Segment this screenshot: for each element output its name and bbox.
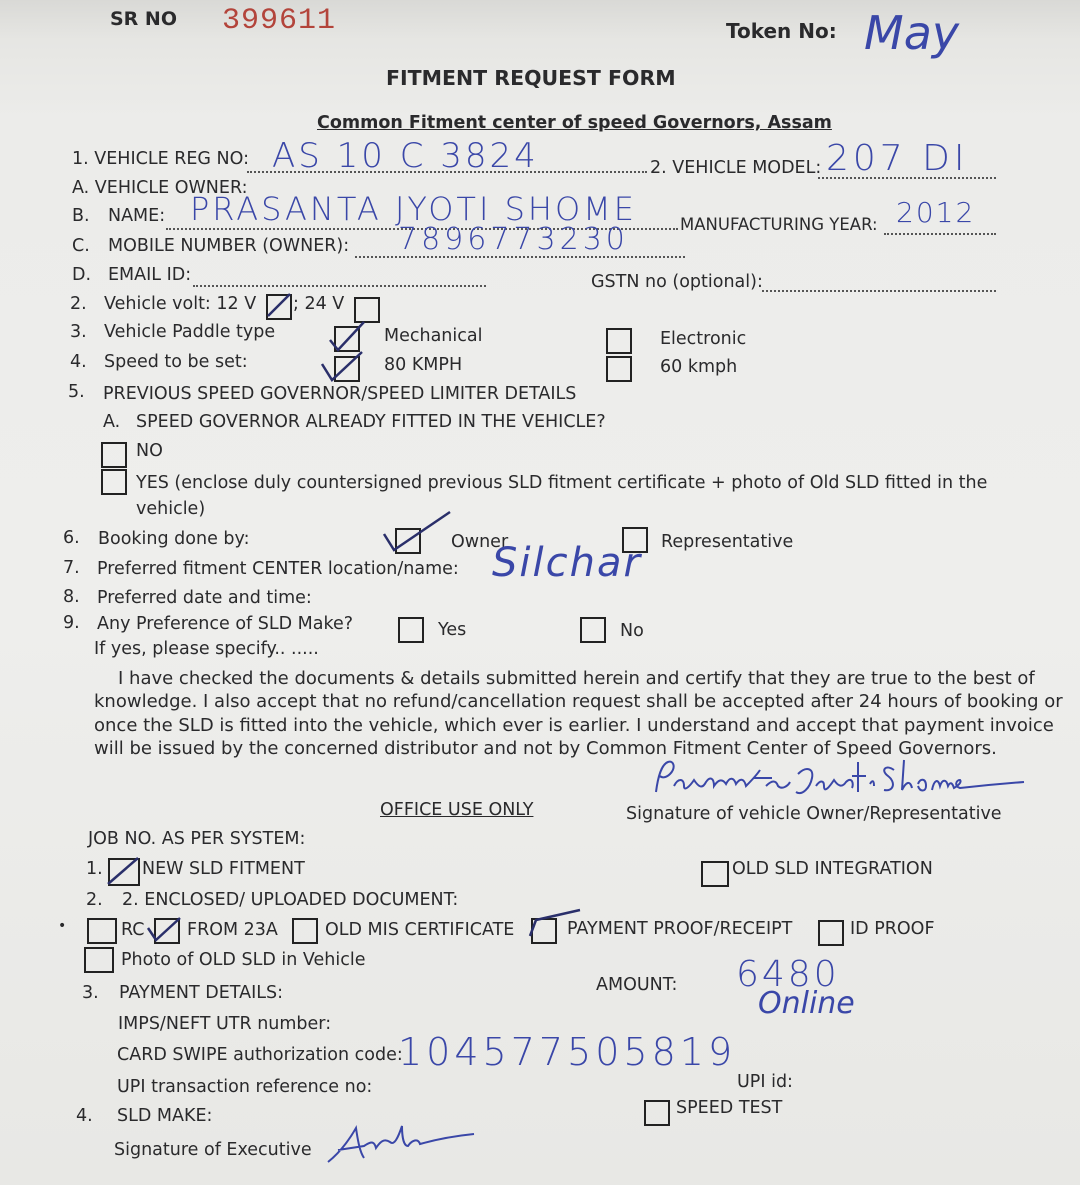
amount-mode: Online <box>758 986 855 1021</box>
paddle-label: Vehicle Paddle type <box>104 322 276 342</box>
prev-a-letter: A. <box>103 412 121 432</box>
make-no-label: No <box>620 621 644 641</box>
speed-num: 4. <box>70 352 87 372</box>
name-prefix: B. <box>72 206 90 226</box>
mobile-prefix: C. <box>72 236 90 256</box>
reg-no-value: AS 10 C 3824 <box>272 136 539 176</box>
prev-num: 5. <box>68 382 85 402</box>
paddle-num: 3. <box>70 322 87 342</box>
executive-signature <box>324 1118 480 1166</box>
sld-make-label: SLD MAKE: <box>117 1106 213 1126</box>
enclosed-num: 2. <box>86 890 103 910</box>
make-yes-label: Yes <box>438 620 467 640</box>
prev-yes-label: YES (enclose duly countersigned previous SLD fitment certificate + photo of Old SLD fitted in the <box>136 473 988 493</box>
job-no-label: JOB NO. AS PER SYSTEM: <box>88 829 306 849</box>
prev-no-checkbox[interactable] <box>101 442 127 468</box>
prev-yes-label-cont: vehicle) <box>136 499 206 519</box>
volt-label: Vehicle volt: 12 V <box>104 294 257 314</box>
payment-num: 3. <box>82 983 99 1003</box>
center-value: Silchar <box>492 540 642 586</box>
paddle-electronic-checkbox[interactable] <box>606 328 632 354</box>
email-prefix: D. <box>72 265 92 285</box>
owner-signature <box>648 756 1028 800</box>
check-mark-icon <box>266 292 292 318</box>
form-subtitle: Common Fitment center of speed Governors, Assam <box>317 113 832 133</box>
prev-no-label: NO <box>136 441 163 461</box>
sr-no-label: SR NO <box>110 8 177 30</box>
upi-id-label: UPI id: <box>737 1072 793 1092</box>
make-yes-checkbox[interactable] <box>398 617 424 643</box>
volt-24-label: ; 24 V <box>293 294 345 314</box>
rc-checkbox[interactable] <box>87 918 117 944</box>
prev-a-label: SPEED GOVERNOR ALREADY FITTED IN THE VEHICLE? <box>136 412 606 432</box>
bullet-icon: • <box>58 918 67 934</box>
mis-certificate-label: OLD MIS CERTIFICATE <box>325 920 515 940</box>
paddle-mechanical-label: Mechanical <box>384 326 483 346</box>
prev-yes-checkbox[interactable] <box>101 469 127 495</box>
gstn-line <box>762 290 996 292</box>
declaration-line-1: I have checked the documents & details submitted herein and certify that they are true to the best of <box>118 668 1035 689</box>
speed-80-label: 80 KMPH <box>384 355 463 375</box>
executive-signature-label: Signature of Executive <box>114 1140 312 1160</box>
speed-test-label: SPEED TEST <box>676 1098 783 1118</box>
specify-label: If yes, please specify.. ..... <box>94 639 319 659</box>
date-label: Preferred date and time: <box>97 588 312 608</box>
upi-ref-value: 104577505819 <box>398 1030 737 1074</box>
old-sld-checkbox[interactable] <box>701 861 729 887</box>
imps-label: IMPS/NEFT UTR number: <box>118 1014 332 1034</box>
owner-signature-label: Signature of vehicle Owner/Representative <box>626 804 1002 824</box>
model-label: 2. VEHICLE MODEL: <box>650 158 822 178</box>
speed-test-checkbox[interactable] <box>644 1100 670 1126</box>
office-use-title: OFFICE USE ONLY <box>380 800 534 820</box>
booking-num: 6. <box>63 528 80 548</box>
speed-60-checkbox[interactable] <box>606 356 632 382</box>
payment-details-label: PAYMENT DETAILS: <box>119 983 283 1003</box>
reg-no-label: 1. VEHICLE REG NO: <box>72 149 249 169</box>
mis-certificate-checkbox[interactable] <box>292 918 318 944</box>
owner-name-value: PRASANTA JYOTI SHOME <box>190 190 637 228</box>
name-label: NAME: <box>108 206 166 226</box>
date-num: 8. <box>63 587 80 607</box>
new-sld-num: 1. <box>86 859 103 879</box>
center-label: Preferred fitment CENTER location/name: <box>97 559 459 579</box>
check-mark-icon <box>318 348 366 384</box>
owner-label: A. VEHICLE OWNER: <box>72 178 248 198</box>
token-value: May <box>864 6 960 60</box>
photo-old-sld-checkbox[interactable] <box>84 947 114 973</box>
gstn-label: GSTN no (optional): <box>591 272 763 292</box>
make-pref-num: 9. <box>63 613 80 633</box>
make-pref-label: Any Preference of SLD Make? <box>97 614 354 634</box>
amount-value: 6480 <box>736 954 840 995</box>
payment-proof-label: PAYMENT PROOF/RECEIPT <box>567 919 793 939</box>
make-no-checkbox[interactable] <box>580 617 606 643</box>
form23a-label: FROM 23A <box>187 920 278 940</box>
speed-60-label: 60 kmph <box>660 357 738 377</box>
check-mark-icon <box>146 914 182 944</box>
rc-label: RC <box>121 920 145 940</box>
card-swipe-label: CARD SWIPE authorization code: <box>117 1045 403 1065</box>
enclosed-label: 2. ENCLOSED/ UPLOADED DOCUMENT: <box>122 890 459 910</box>
prev-label: PREVIOUS SPEED GOVERNOR/SPEED LIMITER DETAILS <box>103 384 577 404</box>
declaration-line-4: will be issued by the concerned distributor and not by Common Fitment Center of Speed Governors. <box>94 738 997 759</box>
booking-label: Booking done by: <box>98 529 250 549</box>
mfg-year-label: MANUFACTURING YEAR: <box>680 215 878 234</box>
id-proof-label: ID PROOF <box>850 919 935 939</box>
token-label: Token No: <box>726 19 837 43</box>
sr-number: 399611 <box>222 4 337 38</box>
upi-ref-label: UPI transaction reference no: <box>117 1077 373 1097</box>
declaration-line-2: knowledge. I also accept that no refund/cancellation request shall be accepted after 24 hours of booking or <box>94 691 1063 712</box>
declaration-line-3: once the SLD is fitted into the vehicle, which ever is earlier. I understand and accept that payment invoice <box>94 715 1054 736</box>
mobile-label: MOBILE NUMBER (OWNER): <box>108 236 350 256</box>
amount-label: AMOUNT: <box>596 975 678 995</box>
mfg-year-line <box>884 233 996 235</box>
speed-label: Speed to be set: <box>104 352 248 372</box>
form-title: FITMENT REQUEST FORM <box>386 66 676 90</box>
email-label: EMAIL ID: <box>108 265 192 285</box>
check-mark-icon <box>106 856 140 886</box>
model-value: 207 DI <box>826 138 969 179</box>
check-mark-icon <box>380 508 454 554</box>
center-num: 7. <box>63 558 80 578</box>
volt-num: 2. <box>70 294 87 314</box>
mobile-value: 7896773230 <box>398 222 629 257</box>
photo-old-sld-label: Photo of OLD SLD in Vehicle <box>121 950 366 970</box>
booking-representative-label: Representative <box>661 532 794 552</box>
old-sld-label: OLD SLD INTEGRATION <box>732 859 933 879</box>
email-line <box>193 285 486 287</box>
paddle-electronic-label: Electronic <box>660 329 747 349</box>
new-sld-label: NEW SLD FITMENT <box>142 859 305 879</box>
booking-owner-label: Owner <box>451 532 509 552</box>
mfg-year-value: 2012 <box>896 196 976 229</box>
id-proof-checkbox[interactable] <box>818 920 844 946</box>
sld-make-num: 4. <box>76 1106 93 1126</box>
